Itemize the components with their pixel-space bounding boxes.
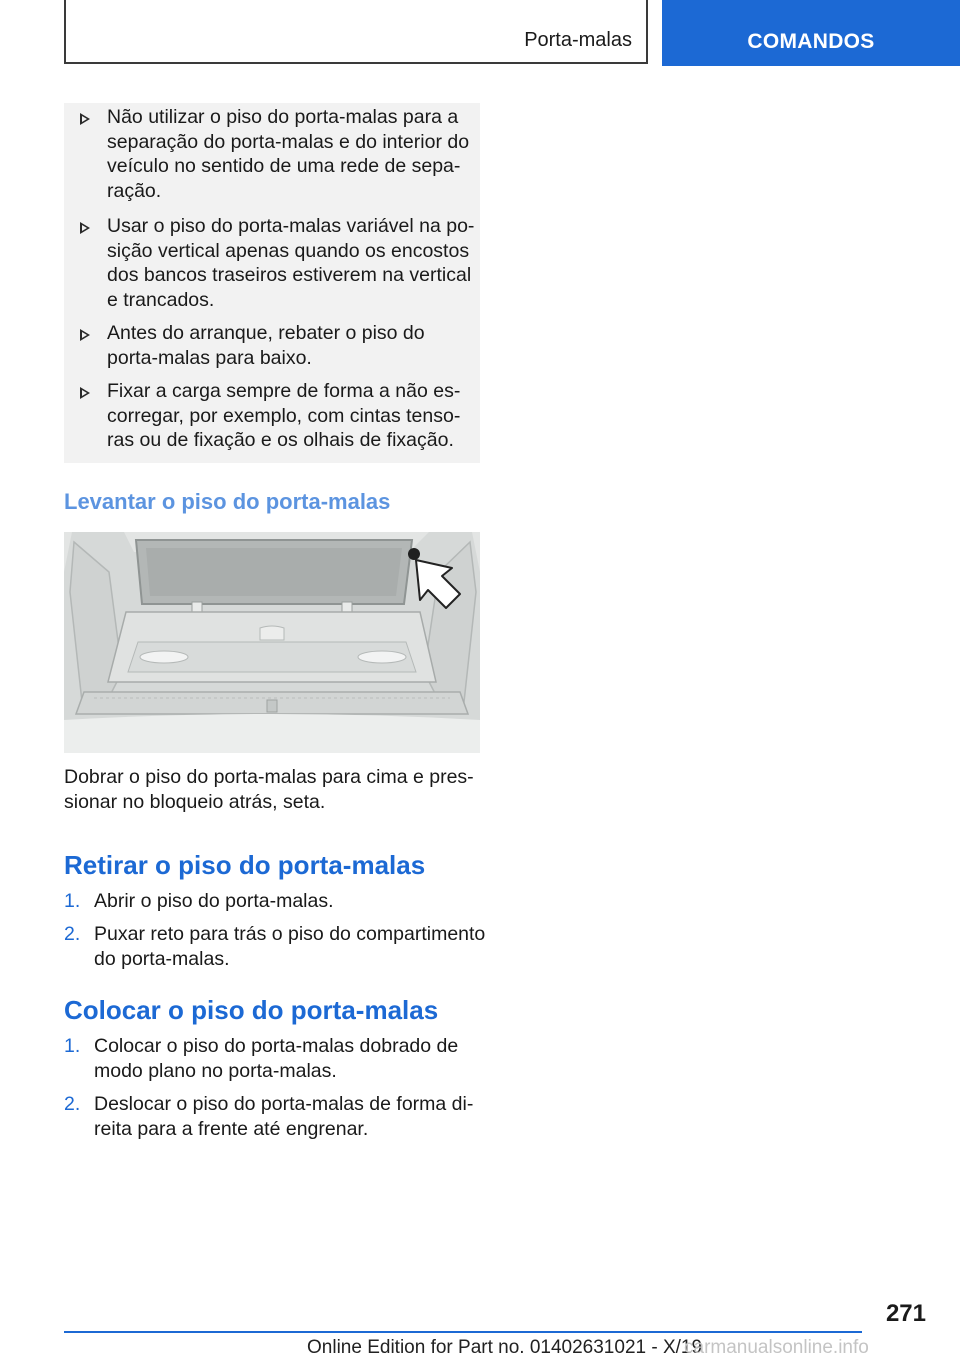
text-line: modo plano no porta-malas. [94,1059,337,1082]
text-line: Deslocar o piso do porta-malas de forma di- [94,1093,474,1115]
text-line: sição vertical apenas quando os encostos [107,239,470,262]
chapter-tab [662,0,960,66]
text-line: ras ou de fixação e os olhais de fixação. [107,429,454,451]
edition-text: Online Edition for Part no. 01402631021 - X/19 [307,1337,703,1358]
running-header-box [64,0,648,64]
text-line: dos bancos traseiros estiverem na vertical [107,264,472,286]
footer-divider [64,1331,862,1333]
text-line: veículo no sentido de uma rede de sepa- [107,155,461,177]
text-line: Puxar reto para trás o piso do compartimento [94,923,486,945]
text-line: Abrir o piso do porta-malas. [94,890,334,912]
text-line: sionar no bloqueio atrás, seta. [64,790,326,813]
raise-floor-paragraph [64,765,480,814]
chapter-title: COMANDOS [747,30,875,53]
text-line: Usar o piso do porta-malas variável na po- [107,215,475,237]
warning-box [64,103,480,463]
section-heading-raise-floor: Levantar o piso do porta-malas [64,489,391,514]
triangle-bullet-icon [80,222,90,234]
section-heading-remove-floor: Retirar o piso do porta-malas [64,850,426,880]
triangle-bullet-icon [80,113,90,125]
step-number: 2. [64,1093,81,1115]
section-heading-place-floor: Colocar o piso do porta-malas [64,995,439,1025]
step-number: 2. [64,923,81,945]
text-line: Não utilizar o piso do porta-malas para a [107,106,459,128]
text-line: Antes do arranque, rebater o piso do [107,322,425,344]
trunk-floor-illustration [64,532,480,753]
text-line: Dobrar o piso do porta-malas para cima e pres- [64,766,474,788]
triangle-bullet-icon [80,387,90,399]
text-line: reita para a frente até engrenar. [94,1117,369,1140]
text-line: porta-malas para baixo. [107,346,312,369]
text-line: corregar, por exemplo, com cintas tenso- [107,404,461,427]
step-number: 1. [64,1035,81,1057]
text-line: e trancados. [107,288,215,311]
text-line: separação do porta-malas e do interior do [107,130,470,153]
section-title: Porta-malas [524,29,632,51]
text-line: do porta-malas. [94,947,230,970]
watermark-text: carmanualsonline.info [684,1337,869,1358]
triangle-bullet-icon [80,329,90,341]
text-line: ração. [107,179,162,202]
trunk-illustration-graphic [64,532,480,753]
text-line: Fixar a carga sempre de forma a não es- [107,380,461,402]
step-number: 1. [64,890,81,912]
text-line: Colocar o piso do porta-malas dobrado de [94,1035,459,1057]
page-number: 271 [885,1300,926,1327]
